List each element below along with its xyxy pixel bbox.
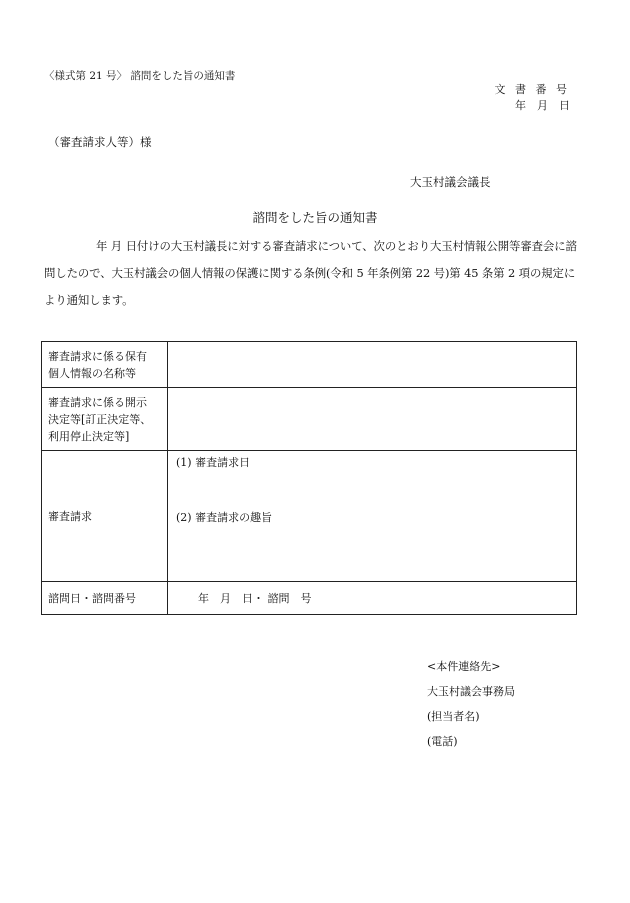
row-label — [42, 342, 168, 388]
row-label-line: 審査請求に係る保有 — [48, 349, 147, 363]
row-value — [168, 388, 577, 451]
row-label-line: 個人情報の名称等 — [48, 366, 136, 380]
document-date: 年 月 日 — [515, 99, 570, 112]
form-number-label: 〈様式第 21 号〉 諮問をした旨の通知書 — [44, 70, 236, 82]
contact-phone: (電話) — [427, 735, 458, 748]
table-row — [42, 582, 577, 615]
row-label-line: 利用停止決定等] — [48, 429, 130, 443]
sender: 大玉村議会議長 — [410, 175, 491, 189]
contact-person: (担当者名) — [427, 710, 480, 723]
row-value: 年 月 日・ 諮問 号 — [168, 582, 577, 615]
document-title: 諮問をした旨の通知書 — [252, 210, 378, 225]
request-purpose-item: (2) 審査請求の趣旨 — [176, 511, 273, 524]
table-row — [42, 342, 577, 388]
contact-block — [427, 654, 515, 754]
table-row — [42, 388, 577, 451]
request-date-item: (1) 審査請求日 — [176, 456, 251, 469]
table-row — [42, 451, 577, 582]
row-label-line: 決定等[訂正決定等、 — [48, 412, 152, 426]
row-value — [168, 342, 577, 388]
body-paragraph: 年 月 日付けの大玉村議長に対する審査請求について、次のとおり大玉村情報公開等審査会に諮問したので、大玉村議会の個人情報の保護に関する条例(令和 5 年条例第 22 号)第 45 条第 2 項の規定により通知します。 — [44, 239, 577, 307]
contact-office: 大玉村議会事務局 — [427, 685, 515, 698]
row-label-line: 審査請求に係る開示 — [48, 395, 147, 409]
row-label: 諮問日・諮問番号 — [42, 582, 168, 615]
contact-header: <本件連絡先> — [427, 660, 501, 673]
row-value — [168, 451, 577, 582]
info-table — [41, 341, 577, 615]
row-label: 審査請求 — [42, 451, 168, 582]
addressee: （審査請求人等）様 — [48, 135, 152, 149]
row-label — [42, 388, 168, 451]
document-number: 文 書 番 号 — [494, 83, 570, 96]
